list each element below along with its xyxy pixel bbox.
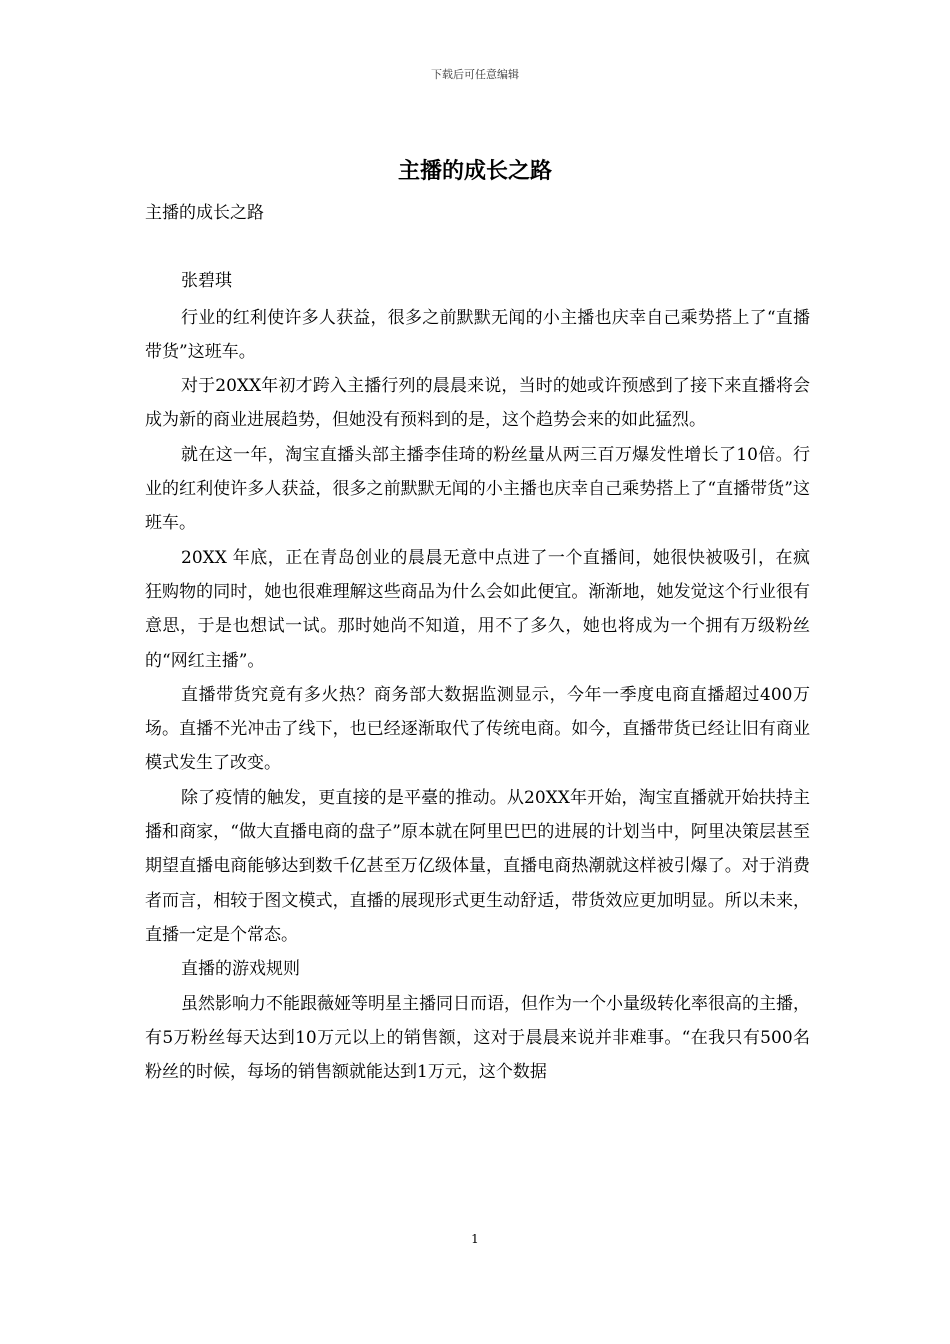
paragraph-3: 就在这一年，淘宝直播头部主播李佳琦的粉丝量从两三百万爆发性增长了10倍。行业的红利使许多人获益，很多之前默默无闻的小主播也庆幸自己乘势搭上了“直播带货”这班车。	[145, 444, 810, 534]
document-subtitle: 主播的成长之路	[145, 203, 264, 223]
section-heading: 直播的游戏规则	[181, 959, 300, 980]
header-note: 下载后可任意编辑	[431, 68, 519, 81]
paragraph-6: 除了疫情的触发，更直接的是平臺的推动。从20XX年开始，淘宝直播就开始扶持主播和商家，“做大直播电商的盘子”原本就在阿里巴巴的进展的计划当中，阿里决策层甚至期望直播电商能够达到数千亿甚至万亿级体量，直播电商热潮就这样被引爆了。对于消费者而言，相较于图文模式，直播的展现形式更生动舒适，带货效应更加明显。所以未来，直播一定是个常态。	[145, 787, 810, 945]
paragraph-5: 直播带货究竟有多火热？商务部大数据监测显示，今年一季度电商直播超过400万场。直播不光冲击了线下，也已经逐渐取代了传统电商。如今，直播带货已经让旧有商业模式发生了改变。	[145, 684, 810, 774]
paragraph-1: 行业的红利使许多人获益，很多之前默默无闻的小主播也庆幸自己乘势搭上了“直播带货”这班车。	[145, 307, 810, 362]
page-number: 1	[471, 1232, 479, 1246]
paragraph-4: 20XX 年底，正在青岛创业的晨晨无意中点进了一个直播间，她很快被吸引，在疯狂购物的同时，她也很难理解这些商品为什么会如此便宜。渐渐地，她发觉这个行业很有意思，于是也想试一试。那时她尚不知道，用不了多久，她也将成为一个拥有万级粉丝的“网红主播”。	[145, 547, 810, 671]
author-name: 张碧琪	[181, 271, 232, 292]
document-body	[145, 196, 810, 1089]
paragraph-2: 对于20XX年初才跨入主播行列的晨晨来说，当时的她或许预感到了接下来直播将会成为新的商业进展趋势，但她没有预料到的是，这个趋势会来的如此猛烈。	[145, 376, 810, 431]
paragraph-7: 虽然影响力不能跟薇娅等明星主播同日而语，但作为一个小量级转化率很高的主播，有5万粉丝每天达到10万元以上的销售额，这对于晨晨来说并非难事。“在我只有500名粉丝的时候，每场的销售额就能达到1万元，这个数据	[145, 993, 810, 1083]
document-title: 主播的成长之路	[397, 158, 552, 184]
